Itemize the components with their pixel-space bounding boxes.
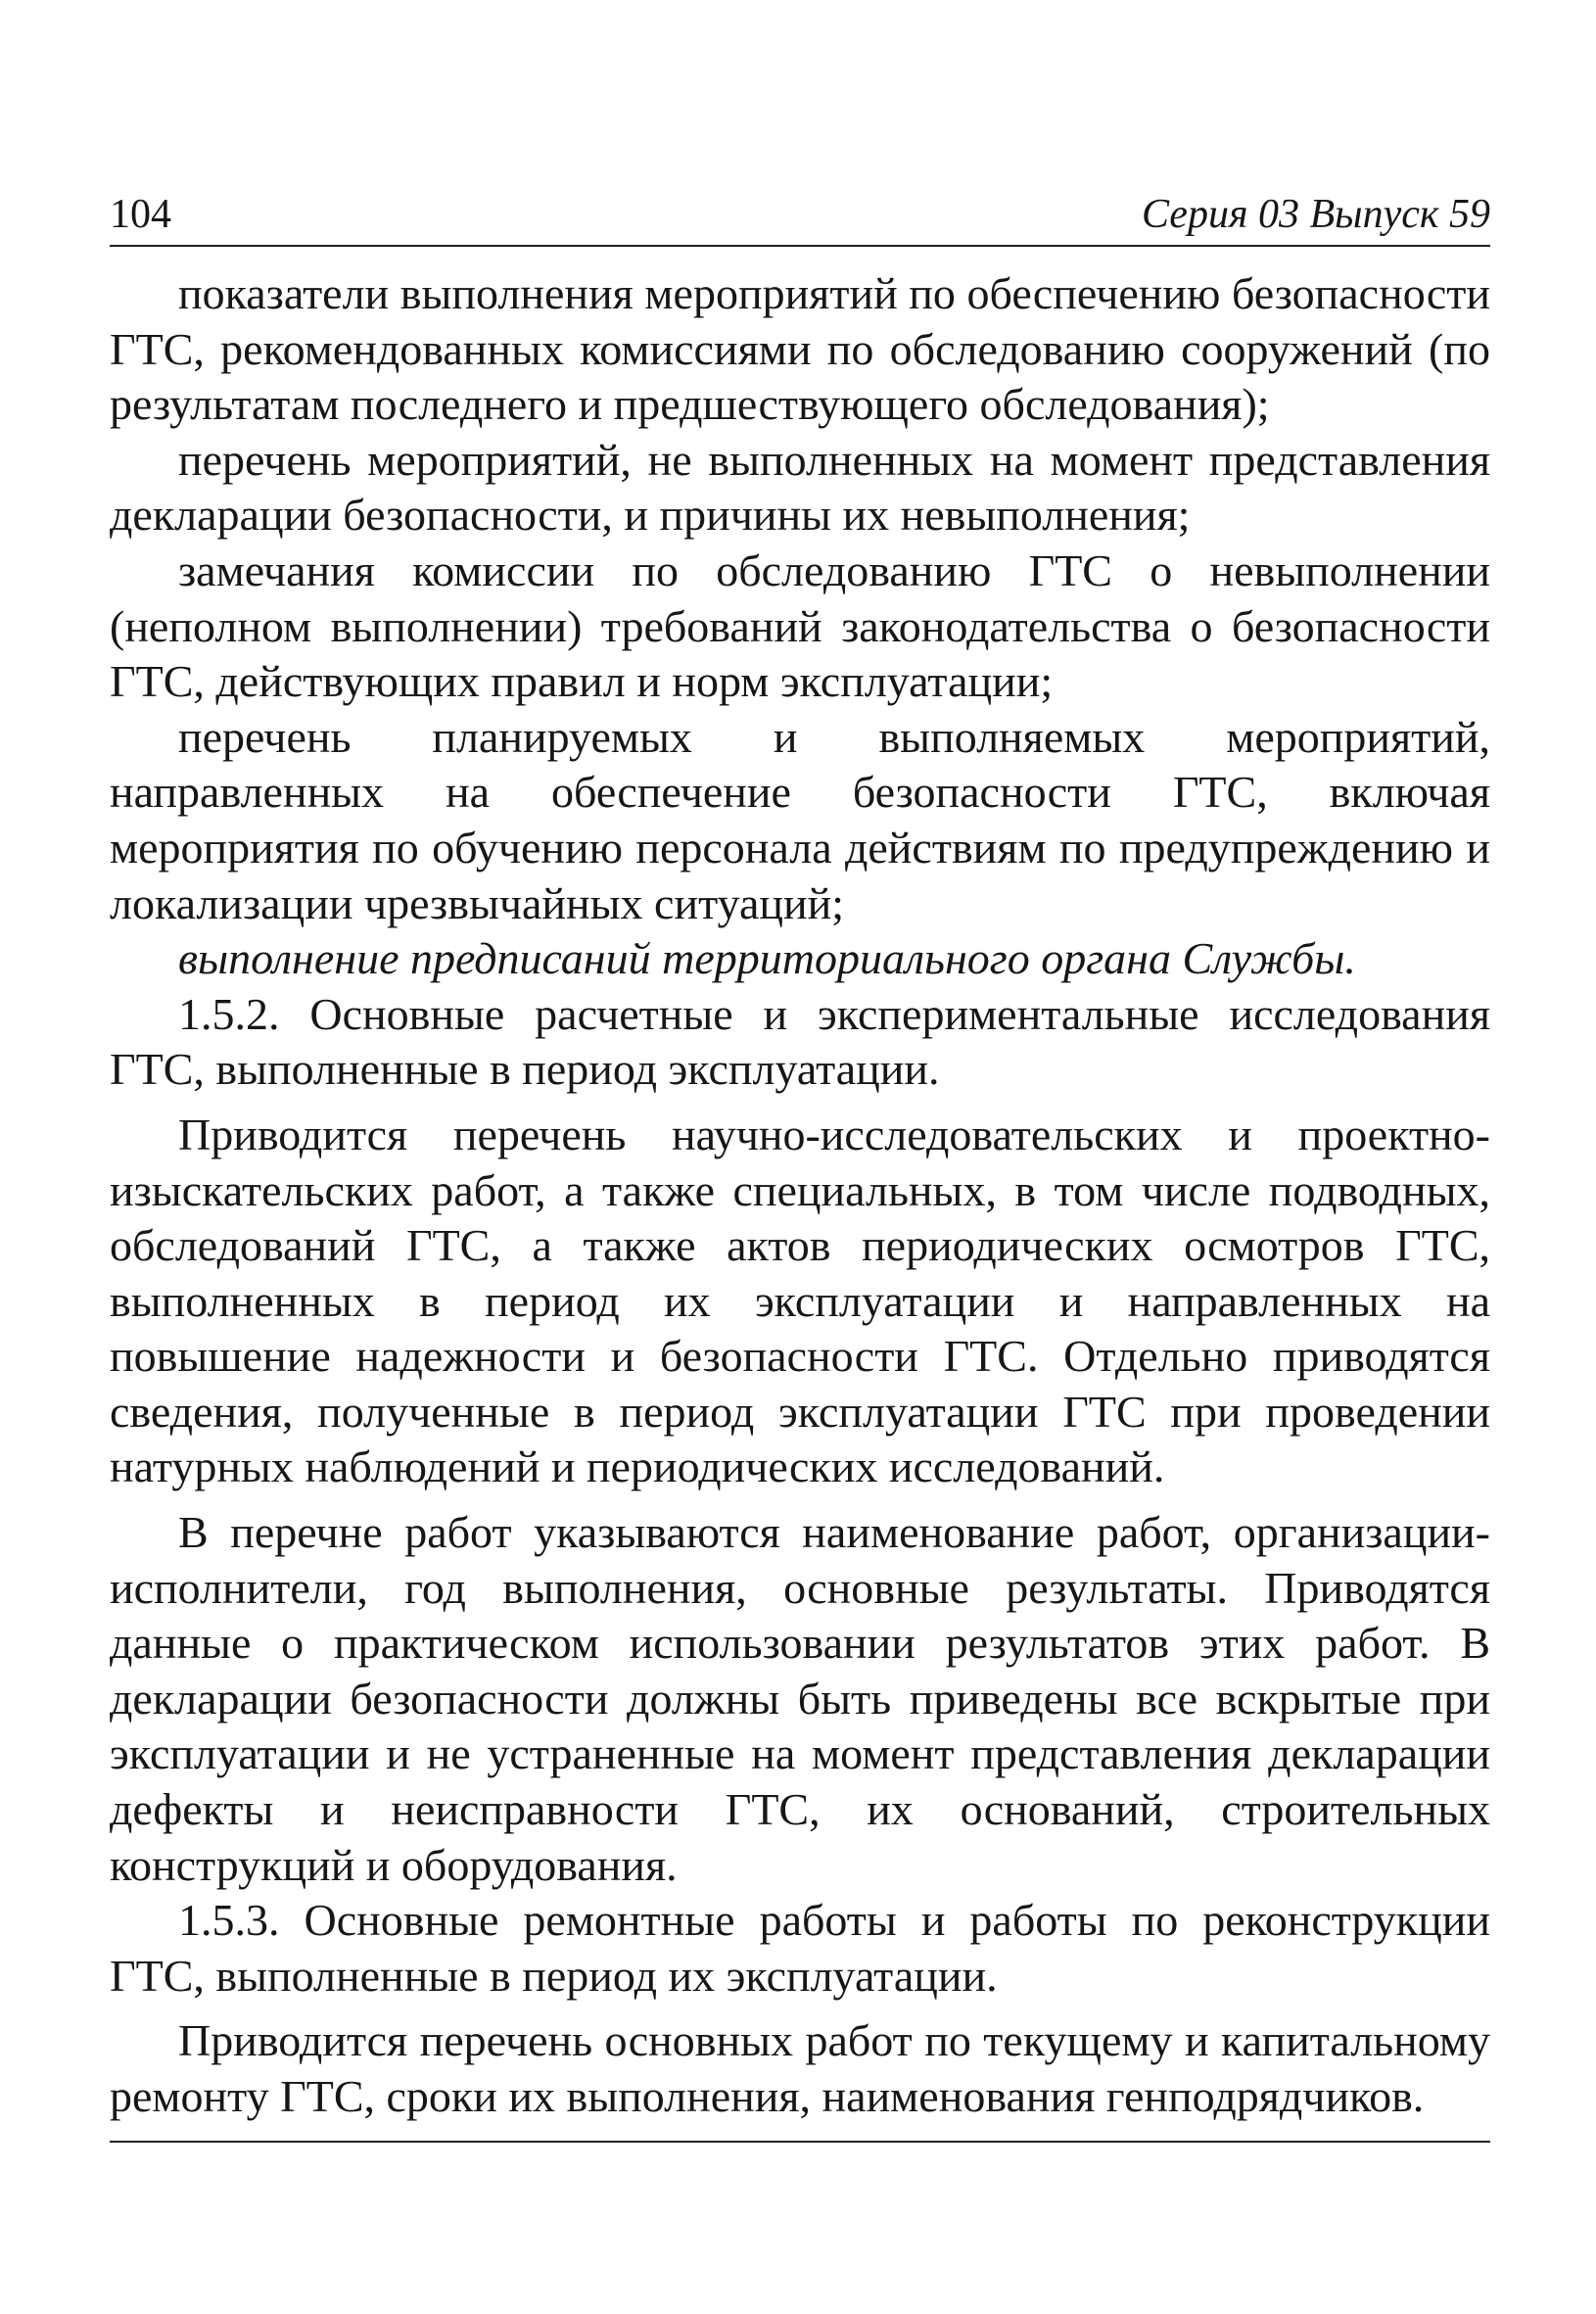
section-heading-1-5-3: 1.5.3. Основные ремонтные работы и работы по реконструкции ГТС, выполненные в период их эксплуатации.	[110, 1895, 1490, 2001]
page-number: 104	[110, 192, 171, 237]
paragraph: Приводится перечень научно-исследовательских и проектно-изыскательских работ, а также специальных, в том числе подводных, обследований ГТС, а также актов периодических осмотров ГТС, выполненных в период их эксплуатации и направленных на повышение надежности и безопасности ГТС. Отдельно приводятся сведения, полученные в период эксплуатации ГТС при проведении натурных наблюдений и периодических исследований.	[110, 1109, 1490, 1492]
paragraph: В перечне работ указываются наименование работ, организации-исполнители, год выполнения, основные результаты. Приводятся данные о практическом использовании результатов этих работ. В декларации безопасности должны быть приведены все вскрытые при эксплуатации и не устраненные на момент представления декларации дефекты и неисправности ГТС, их оснований, строительных конструкций и оборудования.	[110, 1507, 1490, 1890]
bottom-rule	[110, 2141, 1490, 2143]
paragraph-italic: выполнение предписаний территориального органа Службы.	[178, 933, 1356, 984]
paragraph: Приводится перечень основных работ по текущему и капитальному ремонту ГТС, сроки их выполнения, наименования генподрядчиков.	[110, 2015, 1490, 2121]
section-heading-1-5-2: 1.5.2. Основные расчетные и экспериментальные исследования ГТС, выполненные в период эксплуатации.	[110, 988, 1490, 1095]
paragraph: показатели выполнения мероприятий по обеспечению безопасности ГТС, рекомендованных комиссиями по обследованию сооружений (по результатам последнего и предшествующего обследования);	[110, 268, 1490, 430]
page-header	[110, 186, 1490, 247]
paragraph: перечень мероприятий, не выполненных на момент представления декларации безопасности, и причины их невыполнения;	[110, 434, 1490, 541]
document-page	[110, 186, 1490, 2143]
paragraph: перечень планируемых и выполняемых мероприятий, направленных на обеспечение безопасности ГТС, включая мероприятия по обучению персонала действиям по предупреждению и локализации чрезвычайных ситуаций;	[110, 711, 1490, 928]
body-text	[110, 266, 1490, 2125]
paragraph: замечания комиссии по обследованию ГТС о невыполнении (неполном выполнении) требований законодательства о безопасности ГТС, действующих правил и норм эксплуатации;	[110, 544, 1490, 707]
series-label: Серия 03 Выпуск 59	[1142, 192, 1490, 237]
